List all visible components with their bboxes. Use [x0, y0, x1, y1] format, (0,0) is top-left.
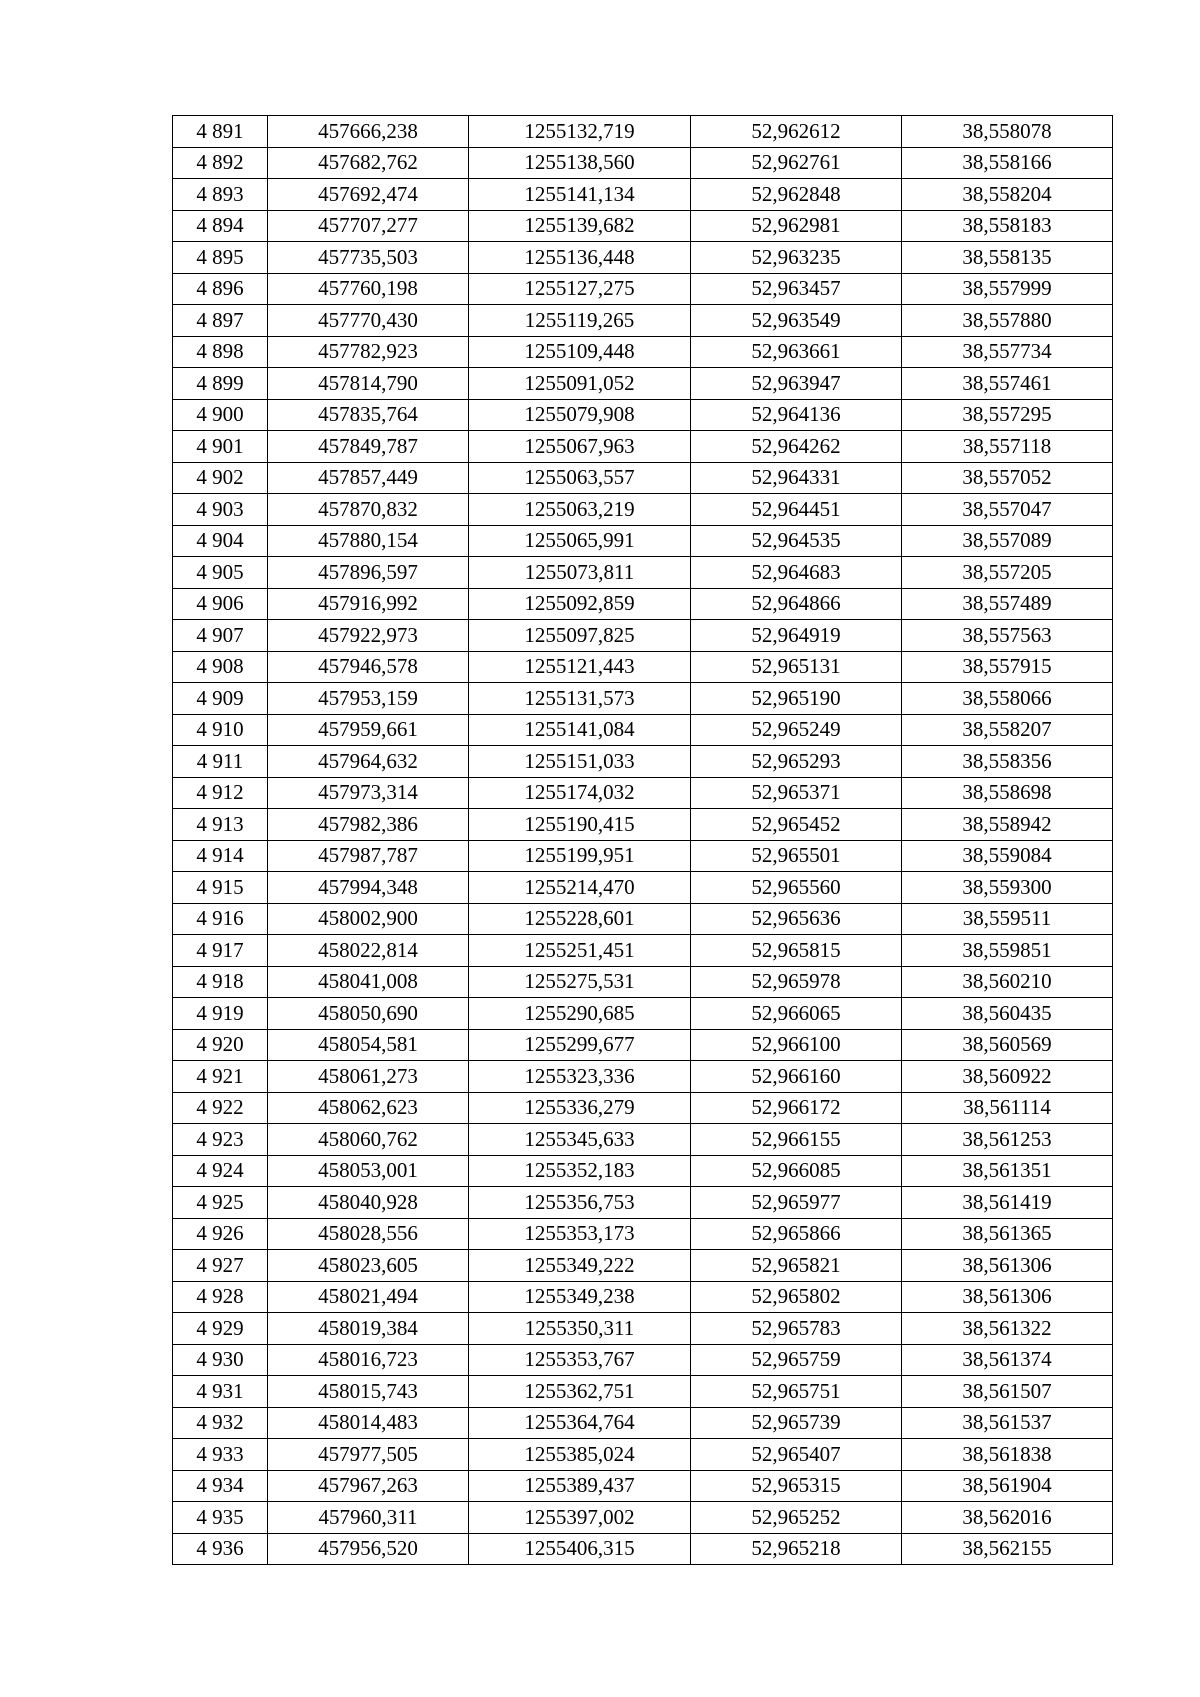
y-coordinate-cell: 1255141,084 — [469, 714, 691, 746]
latitude-cell: 52,966065 — [691, 998, 902, 1030]
point-number-cell: 4 905 — [173, 557, 268, 589]
y-coordinate-cell: 1255336,279 — [469, 1092, 691, 1124]
point-number-cell: 4 910 — [173, 714, 268, 746]
x-coordinate-cell: 458053,001 — [268, 1155, 469, 1187]
longitude-cell: 38,560569 — [902, 1029, 1113, 1061]
latitude-cell: 52,964919 — [691, 620, 902, 652]
table-row — [173, 210, 1113, 242]
x-coordinate-cell: 457987,787 — [268, 840, 469, 872]
point-number-cell: 4 911 — [173, 746, 268, 778]
table-row — [173, 462, 1113, 494]
point-number-cell: 4 897 — [173, 305, 268, 337]
point-number-cell: 4 917 — [173, 935, 268, 967]
point-number-cell: 4 912 — [173, 777, 268, 809]
x-coordinate-cell: 457782,923 — [268, 336, 469, 368]
point-number-cell: 4 932 — [173, 1407, 268, 1439]
table-row — [173, 872, 1113, 904]
x-coordinate-cell: 458015,743 — [268, 1376, 469, 1408]
latitude-cell: 52,963549 — [691, 305, 902, 337]
latitude-cell: 52,966100 — [691, 1029, 902, 1061]
y-coordinate-cell: 1255174,032 — [469, 777, 691, 809]
table-row — [173, 1029, 1113, 1061]
table-row — [173, 935, 1113, 967]
longitude-cell: 38,557734 — [902, 336, 1113, 368]
x-coordinate-cell: 457953,159 — [268, 683, 469, 715]
y-coordinate-cell: 1255214,470 — [469, 872, 691, 904]
y-coordinate-cell: 1255119,265 — [469, 305, 691, 337]
y-coordinate-cell: 1255362,751 — [469, 1376, 691, 1408]
latitude-cell: 52,964136 — [691, 399, 902, 431]
longitude-cell: 38,557999 — [902, 273, 1113, 305]
longitude-cell: 38,557089 — [902, 525, 1113, 557]
y-coordinate-cell: 1255251,451 — [469, 935, 691, 967]
latitude-cell: 52,966172 — [691, 1092, 902, 1124]
x-coordinate-cell: 457735,503 — [268, 242, 469, 274]
y-coordinate-cell: 1255063,219 — [469, 494, 691, 526]
x-coordinate-cell: 458060,762 — [268, 1124, 469, 1156]
table-row — [173, 1092, 1113, 1124]
point-number-cell: 4 903 — [173, 494, 268, 526]
longitude-cell: 38,557047 — [902, 494, 1113, 526]
y-coordinate-cell: 1255364,764 — [469, 1407, 691, 1439]
longitude-cell: 38,562155 — [902, 1533, 1113, 1565]
y-coordinate-cell: 1255385,024 — [469, 1439, 691, 1471]
latitude-cell: 52,965293 — [691, 746, 902, 778]
table-row — [173, 777, 1113, 809]
table-row — [173, 273, 1113, 305]
longitude-cell: 38,557052 — [902, 462, 1113, 494]
y-coordinate-cell: 1255290,685 — [469, 998, 691, 1030]
y-coordinate-cell: 1255131,573 — [469, 683, 691, 715]
point-number-cell: 4 928 — [173, 1281, 268, 1313]
latitude-cell: 52,965866 — [691, 1218, 902, 1250]
latitude-cell: 52,965977 — [691, 1187, 902, 1219]
point-number-cell: 4 916 — [173, 903, 268, 935]
table-row — [173, 399, 1113, 431]
latitude-cell: 52,965560 — [691, 872, 902, 904]
y-coordinate-cell: 1255097,825 — [469, 620, 691, 652]
longitude-cell: 38,557118 — [902, 431, 1113, 463]
point-number-cell: 4 894 — [173, 210, 268, 242]
longitude-cell: 38,558135 — [902, 242, 1113, 274]
table-row — [173, 1313, 1113, 1345]
table-row — [173, 1281, 1113, 1313]
y-coordinate-cell: 1255275,531 — [469, 966, 691, 998]
x-coordinate-cell: 457967,263 — [268, 1470, 469, 1502]
point-number-cell: 4 923 — [173, 1124, 268, 1156]
y-coordinate-cell: 1255350,311 — [469, 1313, 691, 1345]
point-number-cell: 4 925 — [173, 1187, 268, 1219]
point-number-cell: 4 929 — [173, 1313, 268, 1345]
latitude-cell: 52,965636 — [691, 903, 902, 935]
point-number-cell: 4 906 — [173, 588, 268, 620]
latitude-cell: 52,962761 — [691, 147, 902, 179]
y-coordinate-cell: 1255323,336 — [469, 1061, 691, 1093]
point-number-cell: 4 914 — [173, 840, 268, 872]
table-row — [173, 1155, 1113, 1187]
x-coordinate-cell: 457956,520 — [268, 1533, 469, 1565]
point-number-cell: 4 901 — [173, 431, 268, 463]
latitude-cell: 52,965978 — [691, 966, 902, 998]
table-row — [173, 1376, 1113, 1408]
x-coordinate-cell: 458023,605 — [268, 1250, 469, 1282]
y-coordinate-cell: 1255091,052 — [469, 368, 691, 400]
table-row — [173, 903, 1113, 935]
longitude-cell: 38,560922 — [902, 1061, 1113, 1093]
table-row — [173, 494, 1113, 526]
latitude-cell: 52,965252 — [691, 1502, 902, 1534]
y-coordinate-cell: 1255199,951 — [469, 840, 691, 872]
x-coordinate-cell: 458002,900 — [268, 903, 469, 935]
x-coordinate-cell: 457922,973 — [268, 620, 469, 652]
point-number-cell: 4 902 — [173, 462, 268, 494]
longitude-cell: 38,560210 — [902, 966, 1113, 998]
x-coordinate-cell: 457973,314 — [268, 777, 469, 809]
y-coordinate-cell: 1255073,811 — [469, 557, 691, 589]
latitude-cell: 52,963457 — [691, 273, 902, 305]
latitude-cell: 52,964331 — [691, 462, 902, 494]
x-coordinate-cell: 457880,154 — [268, 525, 469, 557]
latitude-cell: 52,965751 — [691, 1376, 902, 1408]
y-coordinate-cell: 1255109,448 — [469, 336, 691, 368]
y-coordinate-cell: 1255132,719 — [469, 116, 691, 148]
latitude-cell: 52,965759 — [691, 1344, 902, 1376]
x-coordinate-cell: 458019,384 — [268, 1313, 469, 1345]
y-coordinate-cell: 1255389,437 — [469, 1470, 691, 1502]
y-coordinate-cell: 1255299,677 — [469, 1029, 691, 1061]
y-coordinate-cell: 1255353,173 — [469, 1218, 691, 1250]
table-row — [173, 1439, 1113, 1471]
longitude-cell: 38,558183 — [902, 210, 1113, 242]
table-row — [173, 305, 1113, 337]
point-number-cell: 4 918 — [173, 966, 268, 998]
point-number-cell: 4 933 — [173, 1439, 268, 1471]
latitude-cell: 52,966160 — [691, 1061, 902, 1093]
x-coordinate-cell: 458061,273 — [268, 1061, 469, 1093]
table-row — [173, 1502, 1113, 1534]
table-row — [173, 116, 1113, 148]
x-coordinate-cell: 458050,690 — [268, 998, 469, 1030]
y-coordinate-cell: 1255228,601 — [469, 903, 691, 935]
table-row — [173, 368, 1113, 400]
point-number-cell: 4 892 — [173, 147, 268, 179]
point-number-cell: 4 900 — [173, 399, 268, 431]
y-coordinate-cell: 1255397,002 — [469, 1502, 691, 1534]
longitude-cell: 38,557295 — [902, 399, 1113, 431]
table-row — [173, 525, 1113, 557]
x-coordinate-cell: 457857,449 — [268, 462, 469, 494]
longitude-cell: 38,561838 — [902, 1439, 1113, 1471]
x-coordinate-cell: 458021,494 — [268, 1281, 469, 1313]
latitude-cell: 52,965501 — [691, 840, 902, 872]
table-row — [173, 147, 1113, 179]
y-coordinate-cell: 1255190,415 — [469, 809, 691, 841]
table-row — [173, 1124, 1113, 1156]
point-number-cell: 4 934 — [173, 1470, 268, 1502]
table-row — [173, 651, 1113, 683]
longitude-cell: 38,562016 — [902, 1502, 1113, 1534]
table-row — [173, 557, 1113, 589]
x-coordinate-cell: 458014,483 — [268, 1407, 469, 1439]
x-coordinate-cell: 457960,311 — [268, 1502, 469, 1534]
point-number-cell: 4 893 — [173, 179, 268, 211]
x-coordinate-cell: 458054,581 — [268, 1029, 469, 1061]
longitude-cell: 38,557205 — [902, 557, 1113, 589]
longitude-cell: 38,561374 — [902, 1344, 1113, 1376]
x-coordinate-cell: 458041,008 — [268, 966, 469, 998]
y-coordinate-cell: 1255349,222 — [469, 1250, 691, 1282]
y-coordinate-cell: 1255349,238 — [469, 1281, 691, 1313]
point-number-cell: 4 931 — [173, 1376, 268, 1408]
x-coordinate-cell: 457770,430 — [268, 305, 469, 337]
latitude-cell: 52,965218 — [691, 1533, 902, 1565]
longitude-cell: 38,560435 — [902, 998, 1113, 1030]
latitude-cell: 52,965315 — [691, 1470, 902, 1502]
latitude-cell: 52,965739 — [691, 1407, 902, 1439]
y-coordinate-cell: 1255127,275 — [469, 273, 691, 305]
y-coordinate-cell: 1255345,633 — [469, 1124, 691, 1156]
point-number-cell: 4 924 — [173, 1155, 268, 1187]
table-row — [173, 242, 1113, 274]
longitude-cell: 38,561306 — [902, 1281, 1113, 1313]
longitude-cell: 38,561365 — [902, 1218, 1113, 1250]
table-row — [173, 1061, 1113, 1093]
x-coordinate-cell: 457964,632 — [268, 746, 469, 778]
longitude-cell: 38,561507 — [902, 1376, 1113, 1408]
longitude-cell: 38,558207 — [902, 714, 1113, 746]
longitude-cell: 38,558942 — [902, 809, 1113, 841]
x-coordinate-cell: 458016,723 — [268, 1344, 469, 1376]
point-number-cell: 4 913 — [173, 809, 268, 841]
latitude-cell: 52,963661 — [691, 336, 902, 368]
latitude-cell: 52,965802 — [691, 1281, 902, 1313]
latitude-cell: 52,965131 — [691, 651, 902, 683]
longitude-cell: 38,561419 — [902, 1187, 1113, 1219]
longitude-cell: 38,559511 — [902, 903, 1113, 935]
coordinates-table-body — [173, 116, 1113, 1565]
y-coordinate-cell: 1255139,682 — [469, 210, 691, 242]
table-row — [173, 179, 1113, 211]
x-coordinate-cell: 458028,556 — [268, 1218, 469, 1250]
table-row — [173, 1250, 1113, 1282]
x-coordinate-cell: 457760,198 — [268, 273, 469, 305]
longitude-cell: 38,559300 — [902, 872, 1113, 904]
x-coordinate-cell: 457994,348 — [268, 872, 469, 904]
longitude-cell: 38,561904 — [902, 1470, 1113, 1502]
longitude-cell: 38,557563 — [902, 620, 1113, 652]
y-coordinate-cell: 1255136,448 — [469, 242, 691, 274]
y-coordinate-cell: 1255079,908 — [469, 399, 691, 431]
x-coordinate-cell: 457682,762 — [268, 147, 469, 179]
point-number-cell: 4 891 — [173, 116, 268, 148]
x-coordinate-cell: 457835,764 — [268, 399, 469, 431]
longitude-cell: 38,558698 — [902, 777, 1113, 809]
x-coordinate-cell: 457849,787 — [268, 431, 469, 463]
point-number-cell: 4 922 — [173, 1092, 268, 1124]
longitude-cell: 38,559851 — [902, 935, 1113, 967]
table-row — [173, 1407, 1113, 1439]
longitude-cell: 38,558204 — [902, 179, 1113, 211]
table-row — [173, 1533, 1113, 1565]
point-number-cell: 4 915 — [173, 872, 268, 904]
point-number-cell: 4 920 — [173, 1029, 268, 1061]
table-row — [173, 1218, 1113, 1250]
latitude-cell: 52,964683 — [691, 557, 902, 589]
x-coordinate-cell: 457814,790 — [268, 368, 469, 400]
table-row — [173, 1187, 1113, 1219]
x-coordinate-cell: 457666,238 — [268, 116, 469, 148]
x-coordinate-cell: 457946,578 — [268, 651, 469, 683]
table-row — [173, 683, 1113, 715]
y-coordinate-cell: 1255121,443 — [469, 651, 691, 683]
longitude-cell: 38,557915 — [902, 651, 1113, 683]
latitude-cell: 52,963235 — [691, 242, 902, 274]
point-number-cell: 4 930 — [173, 1344, 268, 1376]
latitude-cell: 52,965815 — [691, 935, 902, 967]
latitude-cell: 52,962612 — [691, 116, 902, 148]
y-coordinate-cell: 1255092,859 — [469, 588, 691, 620]
x-coordinate-cell: 458040,928 — [268, 1187, 469, 1219]
point-number-cell: 4 909 — [173, 683, 268, 715]
point-number-cell: 4 927 — [173, 1250, 268, 1282]
y-coordinate-cell: 1255138,560 — [469, 147, 691, 179]
table-row — [173, 746, 1113, 778]
point-number-cell: 4 908 — [173, 651, 268, 683]
point-number-cell: 4 921 — [173, 1061, 268, 1093]
longitude-cell: 38,561351 — [902, 1155, 1113, 1187]
latitude-cell: 52,965821 — [691, 1250, 902, 1282]
point-number-cell: 4 896 — [173, 273, 268, 305]
point-number-cell: 4 904 — [173, 525, 268, 557]
y-coordinate-cell: 1255063,557 — [469, 462, 691, 494]
x-coordinate-cell: 457707,277 — [268, 210, 469, 242]
table-row — [173, 336, 1113, 368]
latitude-cell: 52,965452 — [691, 809, 902, 841]
point-number-cell: 4 919 — [173, 998, 268, 1030]
longitude-cell: 38,557880 — [902, 305, 1113, 337]
y-coordinate-cell: 1255352,183 — [469, 1155, 691, 1187]
longitude-cell: 38,557489 — [902, 588, 1113, 620]
point-number-cell: 4 895 — [173, 242, 268, 274]
x-coordinate-cell: 457959,661 — [268, 714, 469, 746]
latitude-cell: 52,965371 — [691, 777, 902, 809]
longitude-cell: 38,561322 — [902, 1313, 1113, 1345]
y-coordinate-cell: 1255067,963 — [469, 431, 691, 463]
longitude-cell: 38,559084 — [902, 840, 1113, 872]
longitude-cell: 38,558166 — [902, 147, 1113, 179]
latitude-cell: 52,962848 — [691, 179, 902, 211]
longitude-cell: 38,558078 — [902, 116, 1113, 148]
point-number-cell: 4 935 — [173, 1502, 268, 1534]
y-coordinate-cell: 1255151,033 — [469, 746, 691, 778]
longitude-cell: 38,557461 — [902, 368, 1113, 400]
latitude-cell: 52,965249 — [691, 714, 902, 746]
table-row — [173, 1344, 1113, 1376]
longitude-cell: 38,558066 — [902, 683, 1113, 715]
latitude-cell: 52,966085 — [691, 1155, 902, 1187]
latitude-cell: 52,964451 — [691, 494, 902, 526]
y-coordinate-cell: 1255141,134 — [469, 179, 691, 211]
x-coordinate-cell: 457977,505 — [268, 1439, 469, 1471]
latitude-cell: 52,963947 — [691, 368, 902, 400]
table-row — [173, 966, 1113, 998]
table-row — [173, 620, 1113, 652]
longitude-cell: 38,561306 — [902, 1250, 1113, 1282]
x-coordinate-cell: 457870,832 — [268, 494, 469, 526]
table-row — [173, 1470, 1113, 1502]
longitude-cell: 38,561114 — [902, 1092, 1113, 1124]
y-coordinate-cell: 1255065,991 — [469, 525, 691, 557]
latitude-cell: 52,965190 — [691, 683, 902, 715]
latitude-cell: 52,965407 — [691, 1439, 902, 1471]
longitude-cell: 38,558356 — [902, 746, 1113, 778]
latitude-cell: 52,964262 — [691, 431, 902, 463]
x-coordinate-cell: 458022,814 — [268, 935, 469, 967]
y-coordinate-cell: 1255353,767 — [469, 1344, 691, 1376]
latitude-cell: 52,965783 — [691, 1313, 902, 1345]
table-row — [173, 714, 1113, 746]
table-row — [173, 809, 1113, 841]
x-coordinate-cell: 457982,386 — [268, 809, 469, 841]
x-coordinate-cell: 458062,623 — [268, 1092, 469, 1124]
latitude-cell: 52,964866 — [691, 588, 902, 620]
longitude-cell: 38,561537 — [902, 1407, 1113, 1439]
point-number-cell: 4 899 — [173, 368, 268, 400]
latitude-cell: 52,962981 — [691, 210, 902, 242]
x-coordinate-cell: 457916,992 — [268, 588, 469, 620]
table-row — [173, 431, 1113, 463]
longitude-cell: 38,561253 — [902, 1124, 1113, 1156]
point-number-cell: 4 898 — [173, 336, 268, 368]
coordinates-table — [172, 115, 1113, 1565]
point-number-cell: 4 907 — [173, 620, 268, 652]
latitude-cell: 52,966155 — [691, 1124, 902, 1156]
y-coordinate-cell: 1255356,753 — [469, 1187, 691, 1219]
point-number-cell: 4 926 — [173, 1218, 268, 1250]
table-row — [173, 998, 1113, 1030]
x-coordinate-cell: 457692,474 — [268, 179, 469, 211]
latitude-cell: 52,964535 — [691, 525, 902, 557]
table-row — [173, 588, 1113, 620]
table-row — [173, 840, 1113, 872]
x-coordinate-cell: 457896,597 — [268, 557, 469, 589]
point-number-cell: 4 936 — [173, 1533, 268, 1565]
y-coordinate-cell: 1255406,315 — [469, 1533, 691, 1565]
